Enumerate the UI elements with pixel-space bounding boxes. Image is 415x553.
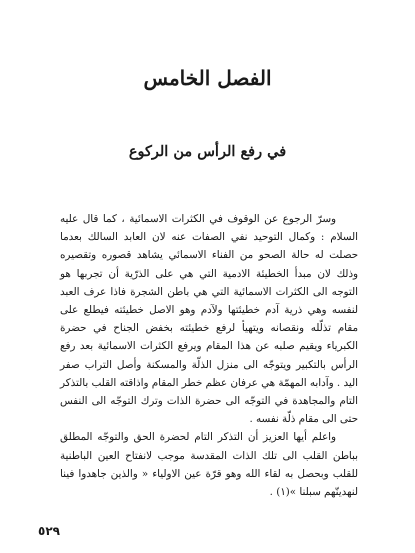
chapter-title: الفصل الخامس: [143, 66, 272, 90]
page-number: ٥٢٩: [38, 524, 60, 538]
body-text: [60, 210, 358, 501]
paragraph-2: واعلم أيها العزيز أن التذكر التام لحضرة الحق والتوجّه المطلق بباطن القلب الى تلك الذات المقدسة موجب لانفتاح العين الباطنية للقلب وبحصل به لقاء الله وهو قرّة عين الاولياء « والذين جاهدوا فينا لنهدينّهم سبلنا »(١) .: [60, 431, 358, 499]
paragraph-1: وسرّ الرجوع عن الوقوف في الكثرات الاسمائية ، كما قال عليه السلام : وكمال التوحيد نفي الصفات عنه لان العابد السالك بعدما حصلت له حالة الصحو من الفناء الاسمائي يشاهد قصوره وتقصيره وذلك لان مبدأ الخطيئة الادمية التي هي على الذرّية أن تجربها هو التوجه الى الكثرات الاسمائية التي هي باطن الشجرة فاذا عرف العبد لنفسه وهي ذرية آدم خطيئتها ولآدم وهو الاصل خطيئته فيطلع على مقام تذلّله ونقصانه ويتهيأ لرفع خطيئته بخفض الجناح في حضرة الكبرياء ويقيم صلبه عن هذا المقام ويرفع الكثرات الاسمائية بعد رفع الرأس بالتكبير ويتوجّه الى منزل الذلّة والمسكنة وأصل التراب صفر اليد . وآدابه المهمّة هي عرفان عظم خطر المقام واذاقته القلب بالتذكر التام والمجاهدة في التوجّه الى حضرة الذات وترك التوجّه الى النفس حتى الى مقام ذلّة نفسه .: [60, 213, 358, 426]
section-title: في رفع الرأس من الركوع: [128, 143, 287, 160]
